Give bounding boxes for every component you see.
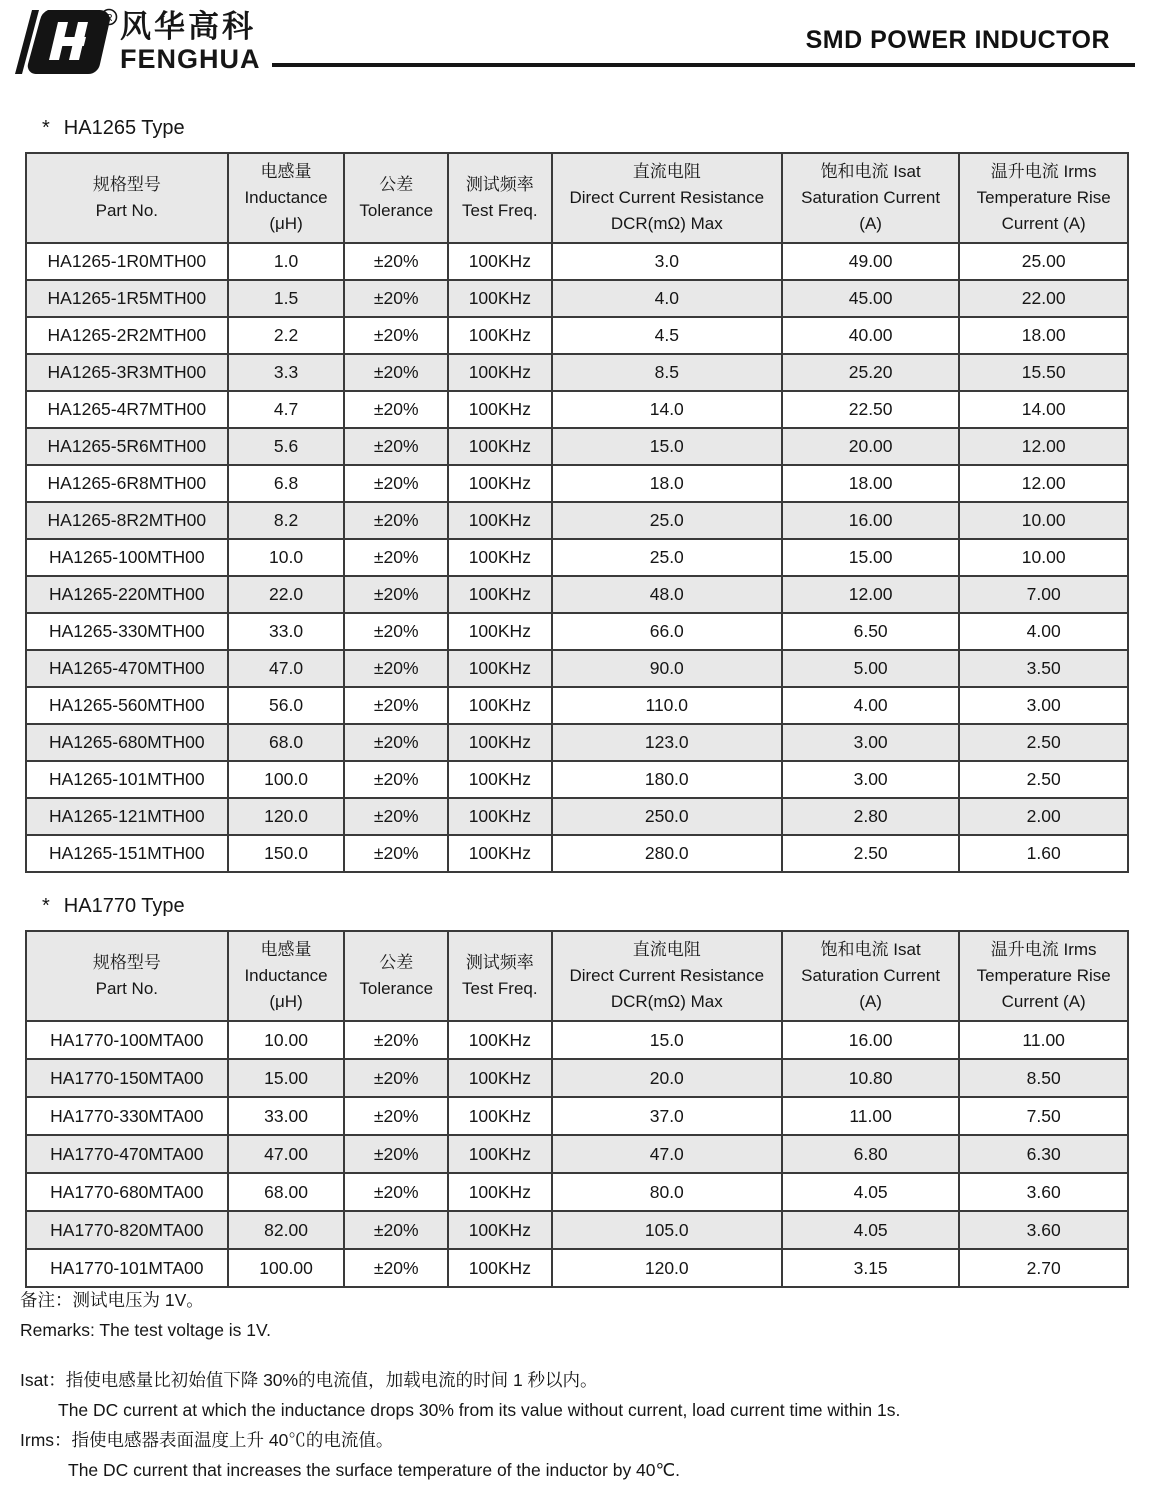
table-row bbox=[26, 798, 1128, 835]
table-row bbox=[26, 539, 1128, 576]
value-cell: 100.0 bbox=[228, 761, 345, 798]
value-cell: 45.00 bbox=[782, 280, 959, 317]
value-cell: 4.0 bbox=[552, 280, 782, 317]
value-cell: 15.0 bbox=[552, 1021, 782, 1059]
table-header-row bbox=[26, 153, 1128, 243]
value-cell: ±20% bbox=[344, 539, 448, 576]
value-cell: 100KHz bbox=[448, 650, 552, 687]
column-header-line: Direct Current Resistance bbox=[569, 966, 765, 985]
part-no-cell: HA1265-680MTH00 bbox=[26, 724, 228, 761]
table-row bbox=[26, 1211, 1128, 1249]
column-header-line: 公差 bbox=[379, 175, 414, 194]
value-cell: 10.80 bbox=[782, 1059, 959, 1097]
value-cell: 8.5 bbox=[552, 354, 782, 391]
value-cell: 90.0 bbox=[552, 650, 782, 687]
value-cell: 48.0 bbox=[552, 576, 782, 613]
irms-note-cn: Irms：指使电感器表面温度上升 40℃的电流值。 bbox=[20, 1430, 394, 1450]
value-cell: 15.00 bbox=[782, 539, 959, 576]
column-header-line: 饱和电流 Isat bbox=[820, 162, 921, 181]
value-cell: 16.00 bbox=[782, 1021, 959, 1059]
column-header-line: DCR(mΩ) Max bbox=[610, 214, 723, 233]
column-header-line: Saturation Current bbox=[801, 188, 941, 207]
value-cell: 180.0 bbox=[552, 761, 782, 798]
value-cell: 14.0 bbox=[552, 391, 782, 428]
value-cell: 12.00 bbox=[959, 465, 1128, 502]
value-cell: 15.50 bbox=[959, 354, 1128, 391]
value-cell: 100KHz bbox=[448, 428, 552, 465]
column-header-line: (A) bbox=[859, 214, 882, 233]
value-cell: ±20% bbox=[344, 1097, 448, 1135]
value-cell: 1.60 bbox=[959, 835, 1128, 872]
value-cell: 2.50 bbox=[959, 724, 1128, 761]
column-header-line: Test Freq. bbox=[462, 979, 538, 998]
value-cell: 100KHz bbox=[448, 354, 552, 391]
value-cell: 3.60 bbox=[959, 1173, 1128, 1211]
value-cell: 47.0 bbox=[228, 650, 345, 687]
value-cell: 11.00 bbox=[959, 1021, 1128, 1059]
value-cell: 3.00 bbox=[782, 761, 959, 798]
spec-table-ha1265-wrap bbox=[25, 152, 1129, 873]
spec-table-ha1770-wrap bbox=[25, 930, 1129, 1288]
part-no-cell: HA1770-820MTA00 bbox=[26, 1211, 228, 1249]
value-cell: 280.0 bbox=[552, 835, 782, 872]
table-row bbox=[26, 317, 1128, 354]
value-cell: 2.70 bbox=[959, 1249, 1128, 1287]
remark-note-cn: 备注：测试电压为 1V。 bbox=[20, 1290, 204, 1310]
value-cell: 4.00 bbox=[782, 687, 959, 724]
value-cell: 66.0 bbox=[552, 613, 782, 650]
value-cell: 6.80 bbox=[782, 1135, 959, 1173]
page-title: SMD POWER INDUCTOR bbox=[805, 26, 1110, 54]
part-no-cell: HA1770-150MTA00 bbox=[26, 1059, 228, 1097]
spec-table-ha1265 bbox=[25, 152, 1129, 873]
column-header-line: Test Freq. bbox=[462, 201, 538, 220]
value-cell: 15.00 bbox=[228, 1059, 345, 1097]
value-cell: 4.05 bbox=[782, 1173, 959, 1211]
part-no-cell: HA1265-1R0MTH00 bbox=[26, 243, 228, 280]
value-cell: ±20% bbox=[344, 613, 448, 650]
part-no-cell: HA1265-121MTH00 bbox=[26, 798, 228, 835]
value-cell: 150.0 bbox=[228, 835, 345, 872]
value-cell: 120.0 bbox=[228, 798, 345, 835]
value-cell: ±20% bbox=[344, 1173, 448, 1211]
value-cell: 18.0 bbox=[552, 465, 782, 502]
value-cell: 10.00 bbox=[959, 502, 1128, 539]
value-cell: 3.00 bbox=[959, 687, 1128, 724]
table-row bbox=[26, 465, 1128, 502]
value-cell: 120.0 bbox=[552, 1249, 782, 1287]
table-row bbox=[26, 687, 1128, 724]
column-header-line: 测试频率 bbox=[465, 175, 534, 194]
value-cell: ±20% bbox=[344, 1021, 448, 1059]
value-cell: 4.5 bbox=[552, 317, 782, 354]
section-label: HA1770 Type bbox=[63, 895, 185, 917]
registered-mark: R bbox=[105, 13, 113, 24]
table-row bbox=[26, 354, 1128, 391]
column-header-line: 测试频率 bbox=[465, 953, 534, 972]
column-header-line: (A) bbox=[859, 992, 882, 1011]
value-cell: 100KHz bbox=[448, 1135, 552, 1173]
header-divider bbox=[272, 63, 1135, 67]
isat-note-cn: Isat：指使电感量比初始值下降 30%的电流值，加载电流的时间 1 秒以内。 bbox=[20, 1370, 598, 1390]
part-no-cell: HA1265-220MTH00 bbox=[26, 576, 228, 613]
value-cell: 14.00 bbox=[959, 391, 1128, 428]
value-cell: 2.50 bbox=[959, 761, 1128, 798]
table-row bbox=[26, 650, 1128, 687]
value-cell: ±20% bbox=[344, 1249, 448, 1287]
value-cell: 18.00 bbox=[782, 465, 959, 502]
value-cell: 7.50 bbox=[959, 1097, 1128, 1135]
column-header-line: (μH) bbox=[269, 214, 303, 233]
value-cell: 25.20 bbox=[782, 354, 959, 391]
value-cell: 4.05 bbox=[782, 1211, 959, 1249]
value-cell: 100KHz bbox=[448, 539, 552, 576]
column-header bbox=[448, 931, 552, 1021]
value-cell: 40.00 bbox=[782, 317, 959, 354]
value-cell: 4.7 bbox=[228, 391, 345, 428]
value-cell: 8.50 bbox=[959, 1059, 1128, 1097]
value-cell: 47.00 bbox=[228, 1135, 345, 1173]
brand-text bbox=[120, 9, 261, 73]
value-cell: 100KHz bbox=[448, 1211, 552, 1249]
column-header bbox=[344, 153, 448, 243]
value-cell: 105.0 bbox=[552, 1211, 782, 1249]
value-cell: 7.00 bbox=[959, 576, 1128, 613]
value-cell: 100KHz bbox=[448, 502, 552, 539]
column-header-line: Tolerance bbox=[359, 201, 434, 220]
column-header-line: 规格型号 bbox=[92, 953, 161, 972]
value-cell: ±20% bbox=[344, 687, 448, 724]
value-cell: 8.2 bbox=[228, 502, 345, 539]
column-header bbox=[26, 153, 228, 243]
column-header-line: Current (A) bbox=[1001, 214, 1086, 233]
value-cell: ±20% bbox=[344, 280, 448, 317]
value-cell: 2.00 bbox=[959, 798, 1128, 835]
column-header-line: Temperature Rise bbox=[976, 188, 1111, 207]
value-cell: 100KHz bbox=[448, 613, 552, 650]
value-cell: 25.00 bbox=[959, 243, 1128, 280]
table-row bbox=[26, 1059, 1128, 1097]
value-cell: 100KHz bbox=[448, 1097, 552, 1135]
value-cell: 47.0 bbox=[552, 1135, 782, 1173]
column-header bbox=[344, 931, 448, 1021]
value-cell: 5.6 bbox=[228, 428, 345, 465]
value-cell: 100KHz bbox=[448, 798, 552, 835]
table-row bbox=[26, 613, 1128, 650]
value-cell: ±20% bbox=[344, 724, 448, 761]
part-no-cell: HA1265-8R2MTH00 bbox=[26, 502, 228, 539]
value-cell: 37.0 bbox=[552, 1097, 782, 1135]
value-cell: 2.50 bbox=[782, 835, 959, 872]
value-cell: 100KHz bbox=[448, 280, 552, 317]
part-no-cell: HA1770-470MTA00 bbox=[26, 1135, 228, 1173]
part-no-cell: HA1265-2R2MTH00 bbox=[26, 317, 228, 354]
value-cell: 1.0 bbox=[228, 243, 345, 280]
value-cell: ±20% bbox=[344, 502, 448, 539]
remark-note-en: Remarks: The test voltage is 1V. bbox=[20, 1320, 271, 1340]
value-cell: 20.0 bbox=[552, 1059, 782, 1097]
table-row bbox=[26, 243, 1128, 280]
column-header-line: (μH) bbox=[269, 992, 303, 1011]
table-row bbox=[26, 502, 1128, 539]
table-row bbox=[26, 724, 1128, 761]
column-header bbox=[959, 153, 1128, 243]
column-header-line: Current (A) bbox=[1001, 992, 1086, 1011]
part-no-cell: HA1265-470MTH00 bbox=[26, 650, 228, 687]
value-cell: ±20% bbox=[344, 1059, 448, 1097]
value-cell: 123.0 bbox=[552, 724, 782, 761]
value-cell: 110.0 bbox=[552, 687, 782, 724]
brand-name-cn: 风华高科 bbox=[120, 9, 256, 44]
table-row bbox=[26, 428, 1128, 465]
part-no-cell: HA1265-3R3MTH00 bbox=[26, 354, 228, 391]
part-no-cell: HA1265-330MTH00 bbox=[26, 613, 228, 650]
value-cell: 15.0 bbox=[552, 428, 782, 465]
table-row bbox=[26, 835, 1128, 872]
value-cell: 100KHz bbox=[448, 391, 552, 428]
fenghua-logo-icon bbox=[14, 6, 118, 80]
table-row bbox=[26, 1097, 1128, 1135]
value-cell: 6.30 bbox=[959, 1135, 1128, 1173]
column-header bbox=[228, 153, 345, 243]
value-cell: ±20% bbox=[344, 354, 448, 391]
value-cell: 20.00 bbox=[782, 428, 959, 465]
column-header-line: 直流电阻 bbox=[632, 940, 701, 959]
value-cell: 100KHz bbox=[448, 1173, 552, 1211]
table-row bbox=[26, 280, 1128, 317]
value-cell: 100KHz bbox=[448, 317, 552, 354]
part-no-cell: HA1265-4R7MTH00 bbox=[26, 391, 228, 428]
column-header-line: Part No. bbox=[95, 979, 158, 998]
value-cell: 25.0 bbox=[552, 502, 782, 539]
column-header-line: Inductance bbox=[244, 188, 328, 207]
column-header-line: Tolerance bbox=[359, 979, 434, 998]
isat-note-en: The DC current at which the inductance drops 30% from its value without current, load current time within 1s. bbox=[58, 1400, 901, 1420]
value-cell: 100KHz bbox=[448, 465, 552, 502]
value-cell: 10.00 bbox=[228, 1021, 345, 1059]
brand-name-en: FENGHUA bbox=[120, 44, 261, 74]
column-header bbox=[448, 153, 552, 243]
document-header bbox=[0, 0, 1154, 92]
value-cell: 3.15 bbox=[782, 1249, 959, 1287]
value-cell: 5.00 bbox=[782, 650, 959, 687]
value-cell: 100KHz bbox=[448, 243, 552, 280]
column-header-line: Part No. bbox=[95, 201, 158, 220]
value-cell: ±20% bbox=[344, 428, 448, 465]
column-header bbox=[959, 931, 1128, 1021]
value-cell: 22.00 bbox=[959, 280, 1128, 317]
part-no-cell: HA1770-330MTA00 bbox=[26, 1097, 228, 1135]
part-no-cell: HA1770-100MTA00 bbox=[26, 1021, 228, 1059]
value-cell: 3.00 bbox=[782, 724, 959, 761]
value-cell: ±20% bbox=[344, 798, 448, 835]
part-no-cell: HA1265-100MTH00 bbox=[26, 539, 228, 576]
part-no-cell: HA1770-680MTA00 bbox=[26, 1173, 228, 1211]
value-cell: 56.0 bbox=[228, 687, 345, 724]
column-header-line: Inductance bbox=[244, 966, 328, 985]
value-cell: 10.00 bbox=[959, 539, 1128, 576]
column-header-line: 温升电流 Irms bbox=[990, 940, 1097, 959]
section-bullet: * bbox=[42, 117, 50, 139]
value-cell: 80.0 bbox=[552, 1173, 782, 1211]
footnotes bbox=[20, 1285, 1135, 1485]
value-cell: 68.0 bbox=[228, 724, 345, 761]
value-cell: 11.00 bbox=[782, 1097, 959, 1135]
column-header bbox=[26, 931, 228, 1021]
value-cell: 16.00 bbox=[782, 502, 959, 539]
value-cell: ±20% bbox=[344, 1135, 448, 1173]
column-header-line: 温升电流 Irms bbox=[990, 162, 1097, 181]
part-no-cell: HA1265-560MTH00 bbox=[26, 687, 228, 724]
value-cell: 22.50 bbox=[782, 391, 959, 428]
value-cell: 100KHz bbox=[448, 1059, 552, 1097]
part-no-cell: HA1770-101MTA00 bbox=[26, 1249, 228, 1287]
value-cell: 4.00 bbox=[959, 613, 1128, 650]
notes-spacer bbox=[20, 1345, 1135, 1365]
table-row bbox=[26, 1135, 1128, 1173]
value-cell: 33.00 bbox=[228, 1097, 345, 1135]
value-cell: 6.50 bbox=[782, 613, 959, 650]
value-cell: 33.0 bbox=[228, 613, 345, 650]
value-cell: ±20% bbox=[344, 576, 448, 613]
value-cell: 1.5 bbox=[228, 280, 345, 317]
table-row bbox=[26, 1021, 1128, 1059]
column-header bbox=[782, 931, 959, 1021]
value-cell: 68.00 bbox=[228, 1173, 345, 1211]
column-header bbox=[552, 153, 782, 243]
table-row bbox=[26, 1249, 1128, 1287]
value-cell: 100KHz bbox=[448, 761, 552, 798]
value-cell: 49.00 bbox=[782, 243, 959, 280]
value-cell: 250.0 bbox=[552, 798, 782, 835]
value-cell: ±20% bbox=[344, 465, 448, 502]
part-no-cell: HA1265-1R5MTH00 bbox=[26, 280, 228, 317]
value-cell: 100KHz bbox=[448, 1249, 552, 1287]
table-row bbox=[26, 761, 1128, 798]
column-header-line: DCR(mΩ) Max bbox=[610, 992, 723, 1011]
column-header bbox=[552, 931, 782, 1021]
table-row bbox=[26, 1173, 1128, 1211]
part-no-cell: HA1265-5R6MTH00 bbox=[26, 428, 228, 465]
value-cell: 22.0 bbox=[228, 576, 345, 613]
column-header-line: 直流电阻 bbox=[632, 162, 701, 181]
value-cell: 100.00 bbox=[228, 1249, 345, 1287]
section-bullet: * bbox=[42, 895, 50, 917]
value-cell: 3.50 bbox=[959, 650, 1128, 687]
value-cell: 100KHz bbox=[448, 724, 552, 761]
value-cell: ±20% bbox=[344, 1211, 448, 1249]
value-cell: 10.0 bbox=[228, 539, 345, 576]
value-cell: ±20% bbox=[344, 391, 448, 428]
irms-note-en: The DC current that increases the surface temperature of the inductor by 40℃. bbox=[68, 1460, 681, 1480]
value-cell: ±20% bbox=[344, 650, 448, 687]
value-cell: 100KHz bbox=[448, 1021, 552, 1059]
value-cell: 100KHz bbox=[448, 687, 552, 724]
value-cell: 3.0 bbox=[552, 243, 782, 280]
column-header-line: Direct Current Resistance bbox=[569, 188, 765, 207]
section-title-ha1770 bbox=[42, 895, 185, 918]
part-no-cell: HA1265-151MTH00 bbox=[26, 835, 228, 872]
value-cell: 100KHz bbox=[448, 835, 552, 872]
value-cell: 2.2 bbox=[228, 317, 345, 354]
value-cell: 25.0 bbox=[552, 539, 782, 576]
value-cell: 18.00 bbox=[959, 317, 1128, 354]
column-header-line: 规格型号 bbox=[92, 175, 161, 194]
column-header-line: 电感量 bbox=[260, 940, 312, 959]
value-cell: 12.00 bbox=[782, 576, 959, 613]
table-row bbox=[26, 576, 1128, 613]
column-header-line: Saturation Current bbox=[801, 966, 941, 985]
column-header-line: 公差 bbox=[379, 953, 414, 972]
spec-table-ha1770 bbox=[25, 930, 1129, 1288]
table-row bbox=[26, 391, 1128, 428]
table-header-row bbox=[26, 931, 1128, 1021]
value-cell: 3.60 bbox=[959, 1211, 1128, 1249]
value-cell: 2.80 bbox=[782, 798, 959, 835]
column-header bbox=[228, 931, 345, 1021]
value-cell: ±20% bbox=[344, 761, 448, 798]
value-cell: ±20% bbox=[344, 317, 448, 354]
value-cell: 12.00 bbox=[959, 428, 1128, 465]
part-no-cell: HA1265-101MTH00 bbox=[26, 761, 228, 798]
value-cell: ±20% bbox=[344, 835, 448, 872]
value-cell: 100KHz bbox=[448, 576, 552, 613]
value-cell: 6.8 bbox=[228, 465, 345, 502]
section-label: HA1265 Type bbox=[63, 117, 185, 139]
section-title-ha1265 bbox=[42, 117, 185, 140]
value-cell: ±20% bbox=[344, 243, 448, 280]
column-header-line: Temperature Rise bbox=[976, 966, 1111, 985]
column-header-line: 饱和电流 Isat bbox=[820, 940, 921, 959]
value-cell: 3.3 bbox=[228, 354, 345, 391]
value-cell: 82.00 bbox=[228, 1211, 345, 1249]
column-header bbox=[782, 153, 959, 243]
part-no-cell: HA1265-6R8MTH00 bbox=[26, 465, 228, 502]
column-header-line: 电感量 bbox=[260, 162, 312, 181]
